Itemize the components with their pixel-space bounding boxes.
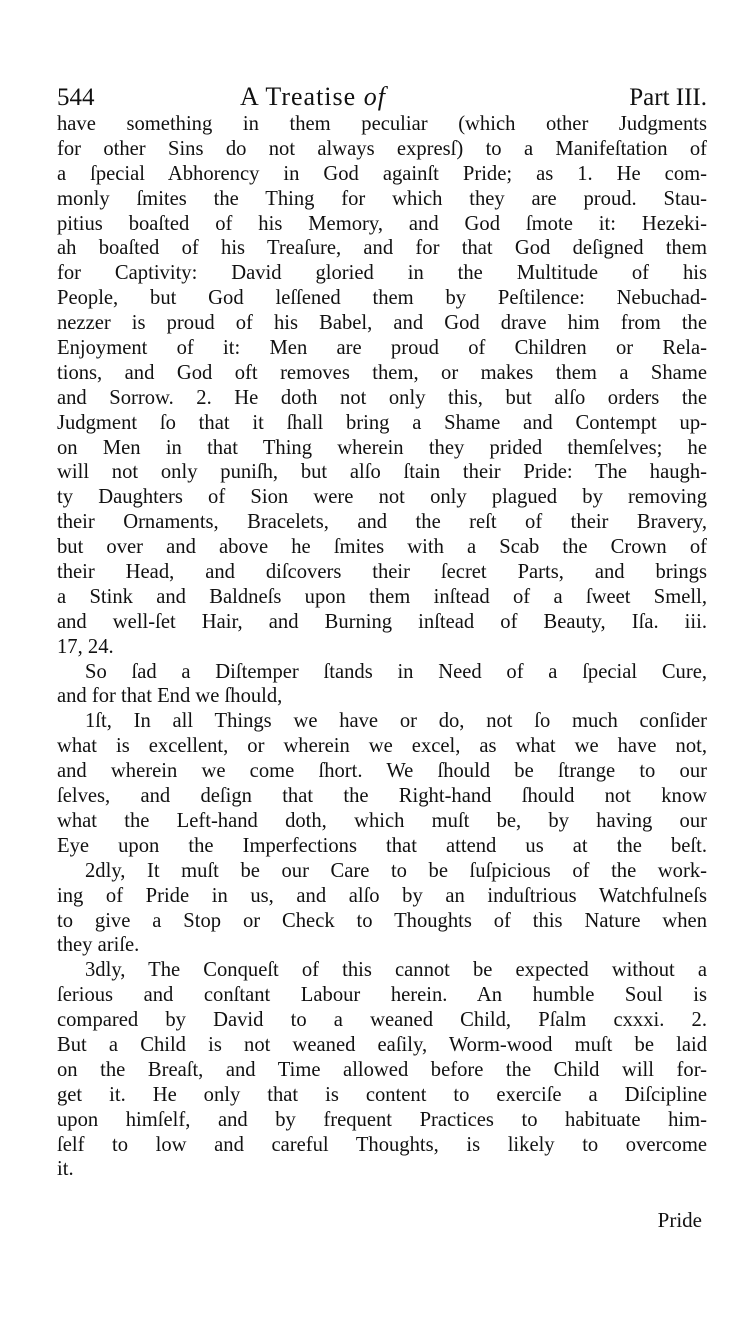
text-line: on the Breaſt, and Time allowed before the Child will for- <box>57 1058 707 1081</box>
text-line: Judgment ſo that it ſhall bring a Shame and Contempt up- <box>57 411 707 434</box>
text-line: monly ſmites the Thing for which they are proud. Stau- <box>57 187 707 210</box>
text-line: compared by David to a weaned Child, Pſalm cxxxi. 2. <box>57 1009 707 1032</box>
text-line: for other Sins do not always expresſ) to a Manifeſtation of <box>57 137 707 160</box>
text-line: ſerious and conſtant Labour herein. An humble Soul is <box>57 984 707 1007</box>
text-line: 3dly, The Conqueſt of this cannot be expected without a <box>85 959 707 982</box>
running-title-of: of <box>363 82 386 111</box>
text-line: what the Left-hand doth, which muſt be, by having our <box>57 809 707 832</box>
catchword: Pride <box>657 1208 702 1232</box>
text-line: and wherein we come ſhort. We ſhould be ſtrange to our <box>57 760 707 783</box>
text-line: and well-ſet Hair, and Burning inſtead of Beauty, Iſa. iii. <box>57 610 707 633</box>
text-line: what is excellent, or wherein we excel, as what we have not, <box>57 735 707 758</box>
text-line: they ariſe. <box>57 934 140 957</box>
text-line: But a Child is not weaned eaſily, Worm-wood muſt be laid <box>57 1033 707 1056</box>
text-line: their Head, and diſcovers their ſecret Parts, and brings <box>57 561 707 584</box>
text-line: will not only puniſh, but alſo ſtain their Pride: The haugh- <box>57 461 707 484</box>
text-line: 1ſt, In all Things we have or do, not ſo much conſider <box>85 710 707 733</box>
text-line: So ſad a Diſtemper ſtands in Need of a ſpecial Cure, <box>85 660 707 683</box>
text-line: tions, and God oft removes them, or makes them a Shame <box>57 361 707 384</box>
text-line: and Sorrow. 2. He doth not only this, but alſo orders the <box>57 386 707 409</box>
part-label: Part III. <box>629 84 707 111</box>
text-line: get it. He only that is content to exerciſe a Diſcipline <box>57 1083 707 1106</box>
text-line: a ſpecial Abhorency in God againſt Pride; as 1. He com- <box>57 162 707 185</box>
running-title-main: A Treatise <box>240 82 357 111</box>
text-line: 2dly, It muſt be our Care to be ſuſpicious of the work- <box>85 859 707 882</box>
text-line: on Men in that Thing wherein they prided themſelves; he <box>57 436 707 459</box>
text-line: their Ornaments, Bracelets, and the reſt of their Bravery, <box>57 511 707 534</box>
running-header <box>57 74 707 112</box>
text-line: ſelves, and deſign that the Right-hand ſhould not know <box>57 785 707 808</box>
text-line: have something in them peculiar (which other Judgments <box>57 113 707 135</box>
body-text <box>57 112 707 1182</box>
text-line: and for that End we ſhould, <box>57 685 283 708</box>
text-line: ty Daughters of Sion were not only plagued by removing <box>57 486 707 509</box>
text-line: 17, 24. <box>57 635 114 658</box>
text-line: nezzer is proud of his Babel, and God drave him from the <box>57 312 707 335</box>
text-line: but over and above he ſmites with a Scab the Crown of <box>57 536 707 559</box>
text-line: Enjoyment of it: Men are proud of Children or Rela- <box>57 337 707 360</box>
text-line: to give a Stop or Check to Thoughts of this Nature when <box>57 909 707 932</box>
text-line: People, but God leſſened them by Peſtilence: Nebuchad- <box>57 287 707 310</box>
text-line: a Stink and Baldneſs upon them inſtead of a ſweet Smell, <box>57 585 707 608</box>
page-number: 544 <box>57 84 95 111</box>
text-line: for Captivity: David gloried in the Multitude of his <box>57 262 707 285</box>
text-line: ing of Pride in us, and alſo by an induſtrious Watchfulneſs <box>57 884 707 907</box>
text-line: ſelf to low and careful Thoughts, is likely to overcome <box>57 1133 707 1156</box>
text-line: it. <box>57 1158 74 1181</box>
text-line: ah boaſted of his Treaſure, and for that God deſigned them <box>57 237 707 260</box>
running-title <box>240 82 386 112</box>
text-line: Eye upon the Imperfections that attend us at the beſt. <box>57 834 707 857</box>
text-line: upon himſelf, and by frequent Practices to habituate him- <box>57 1108 707 1131</box>
text-line: pitius boaſted of his Memory, and God ſmote it: Hezeki- <box>57 212 707 235</box>
